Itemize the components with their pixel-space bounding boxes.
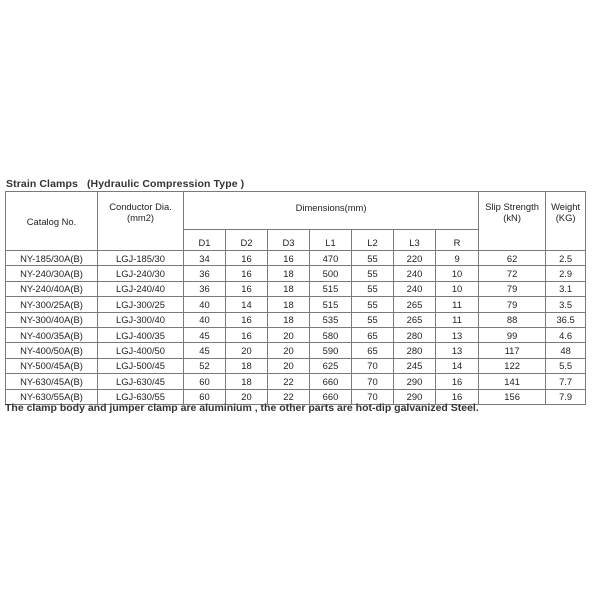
cell-d3: 18 xyxy=(268,266,310,281)
cell-l3: 265 xyxy=(394,312,436,327)
cell-conductor: LGJ-240/40 xyxy=(98,281,184,296)
table-row xyxy=(6,358,586,373)
cell-slip-strength: 79 xyxy=(479,297,546,312)
catalog-header: Catalog No. xyxy=(6,192,98,251)
table-row xyxy=(6,312,586,327)
dim-header-l1: L1 xyxy=(310,230,352,251)
cell-d1: 40 xyxy=(184,312,226,327)
cell-d2: 20 xyxy=(226,389,268,404)
cell-catalog-no: NY-630/55A(B) xyxy=(6,389,98,404)
cell-conductor: LGJ-185/30 xyxy=(98,251,184,266)
conductor-header-line2: (mm2) xyxy=(126,212,155,223)
cell-d1: 36 xyxy=(184,281,226,296)
dim-header-l2: L2 xyxy=(352,230,394,251)
cell-r: 16 xyxy=(436,389,479,404)
cell-slip-strength: 122 xyxy=(479,358,546,373)
cell-r: 10 xyxy=(436,281,479,296)
dim-header-r: R xyxy=(436,230,479,251)
cell-l1: 515 xyxy=(310,297,352,312)
cell-slip-strength: 72 xyxy=(479,266,546,281)
cell-d2: 16 xyxy=(226,281,268,296)
cell-conductor: LGJ-400/50 xyxy=(98,343,184,358)
cell-d1: 36 xyxy=(184,266,226,281)
cell-catalog-no: NY-240/30A(B) xyxy=(6,266,98,281)
cell-weight: 3.5 xyxy=(546,297,586,312)
cell-slip-strength: 62 xyxy=(479,251,546,266)
cell-d2: 16 xyxy=(226,327,268,342)
cell-l2: 55 xyxy=(352,266,394,281)
cell-d1: 45 xyxy=(184,327,226,342)
table-header xyxy=(6,192,586,251)
slip-strength-header xyxy=(479,192,546,251)
cell-r: 16 xyxy=(436,374,479,389)
cell-catalog-no: NY-630/45A(B) xyxy=(6,374,98,389)
cell-conductor: LGJ-300/40 xyxy=(98,312,184,327)
cell-catalog-no: NY-240/40A(B) xyxy=(6,281,98,296)
cell-d1: 60 xyxy=(184,389,226,404)
cell-l3: 240 xyxy=(394,266,436,281)
cell-l3: 240 xyxy=(394,281,436,296)
cell-slip-strength: 117 xyxy=(479,343,546,358)
cell-catalog-no: NY-400/35A(B) xyxy=(6,327,98,342)
cell-d1: 45 xyxy=(184,343,226,358)
cell-r: 10 xyxy=(436,266,479,281)
cell-l1: 515 xyxy=(310,281,352,296)
cell-catalog-no: NY-185/30A(B) xyxy=(6,251,98,266)
cell-l3: 265 xyxy=(394,297,436,312)
cell-d3: 18 xyxy=(268,281,310,296)
cell-l2: 70 xyxy=(352,389,394,404)
cell-d2: 18 xyxy=(226,358,268,373)
conductor-header-line1: Conductor Dia. xyxy=(109,201,172,212)
cell-d2: 16 xyxy=(226,266,268,281)
cell-l2: 70 xyxy=(352,374,394,389)
cell-r: 14 xyxy=(436,358,479,373)
cell-d2: 16 xyxy=(226,312,268,327)
strain-clamps-table xyxy=(5,191,586,405)
cell-l2: 55 xyxy=(352,251,394,266)
weight-header xyxy=(546,192,586,251)
weight-header-line2: (KG) xyxy=(555,212,576,223)
table-title: Strain Clamps (Hydraulic Compression Type ) xyxy=(6,178,245,190)
cell-l1: 535 xyxy=(310,312,352,327)
cell-weight: 3.1 xyxy=(546,281,586,296)
cell-l1: 470 xyxy=(310,251,352,266)
cell-conductor: LGJ-300/25 xyxy=(98,297,184,312)
table-body xyxy=(6,251,586,405)
cell-catalog-no: NY-500/45A(B) xyxy=(6,358,98,373)
cell-d2: 20 xyxy=(226,343,268,358)
cell-r: 13 xyxy=(436,327,479,342)
slip-strength-header-line1: Slip Strength xyxy=(485,201,539,212)
weight-header-line1: Weight xyxy=(551,201,581,212)
material-note: The clamp body and jumper clamp are aluminium , the other parts are hot-dip galvanized Steel. xyxy=(5,402,479,414)
cell-l1: 660 xyxy=(310,389,352,404)
cell-weight: 2.5 xyxy=(546,251,586,266)
cell-weight: 48 xyxy=(546,343,586,358)
cell-r: 11 xyxy=(436,297,479,312)
cell-conductor: LGJ-500/45 xyxy=(98,358,184,373)
table-row xyxy=(6,327,586,342)
cell-d3: 18 xyxy=(268,297,310,312)
table-row xyxy=(6,343,586,358)
cell-l2: 65 xyxy=(352,327,394,342)
cell-l3: 220 xyxy=(394,251,436,266)
cell-l2: 55 xyxy=(352,312,394,327)
dim-header-l3: L3 xyxy=(394,230,436,251)
table-row xyxy=(6,374,586,389)
cell-slip-strength: 156 xyxy=(479,389,546,404)
cell-l2: 55 xyxy=(352,281,394,296)
dim-header-d2: D2 xyxy=(226,230,268,251)
cell-d2: 14 xyxy=(226,297,268,312)
cell-weight: 2.9 xyxy=(546,266,586,281)
cell-d3: 20 xyxy=(268,358,310,373)
cell-slip-strength: 141 xyxy=(479,374,546,389)
cell-slip-strength: 99 xyxy=(479,327,546,342)
cell-conductor: LGJ-630/45 xyxy=(98,374,184,389)
cell-d1: 52 xyxy=(184,358,226,373)
cell-catalog-no: NY-300/40A(B) xyxy=(6,312,98,327)
cell-d3: 22 xyxy=(268,374,310,389)
cell-l2: 70 xyxy=(352,358,394,373)
cell-weight: 5.5 xyxy=(546,358,586,373)
cell-l1: 590 xyxy=(310,343,352,358)
cell-l1: 625 xyxy=(310,358,352,373)
cell-l3: 280 xyxy=(394,343,436,358)
cell-weight: 7.7 xyxy=(546,374,586,389)
cell-l1: 500 xyxy=(310,266,352,281)
cell-catalog-no: NY-400/50A(B) xyxy=(6,343,98,358)
cell-l2: 55 xyxy=(352,297,394,312)
cell-catalog-no: NY-300/25A(B) xyxy=(6,297,98,312)
cell-d2: 18 xyxy=(226,374,268,389)
cell-r: 11 xyxy=(436,312,479,327)
cell-d3: 22 xyxy=(268,389,310,404)
cell-conductor: LGJ-400/35 xyxy=(98,327,184,342)
dim-header-d3: D3 xyxy=(268,230,310,251)
cell-r: 13 xyxy=(436,343,479,358)
cell-l3: 290 xyxy=(394,389,436,404)
cell-l3: 280 xyxy=(394,327,436,342)
conductor-header xyxy=(98,192,184,251)
cell-d3: 20 xyxy=(268,327,310,342)
cell-weight: 36.5 xyxy=(546,312,586,327)
cell-d3: 16 xyxy=(268,251,310,266)
table-row xyxy=(6,281,586,296)
cell-weight: 7.9 xyxy=(546,389,586,404)
cell-l2: 65 xyxy=(352,343,394,358)
cell-l1: 580 xyxy=(310,327,352,342)
cell-conductor: LGJ-630/55 xyxy=(98,389,184,404)
slip-strength-header-line2: (kN) xyxy=(503,212,521,223)
cell-slip-strength: 88 xyxy=(479,312,546,327)
cell-r: 9 xyxy=(436,251,479,266)
cell-l1: 660 xyxy=(310,374,352,389)
dimensions-header: Dimensions(mm) xyxy=(184,192,479,230)
table-row xyxy=(6,266,586,281)
cell-d3: 20 xyxy=(268,343,310,358)
cell-d3: 18 xyxy=(268,312,310,327)
cell-d2: 16 xyxy=(226,251,268,266)
cell-d1: 34 xyxy=(184,251,226,266)
cell-l3: 290 xyxy=(394,374,436,389)
cell-conductor: LGJ-240/30 xyxy=(98,266,184,281)
cell-d1: 60 xyxy=(184,374,226,389)
cell-l3: 245 xyxy=(394,358,436,373)
header-row-top xyxy=(6,192,586,230)
table-row xyxy=(6,251,586,266)
cell-weight: 4.6 xyxy=(546,327,586,342)
dim-header-d1: D1 xyxy=(184,230,226,251)
cell-d1: 40 xyxy=(184,297,226,312)
table-row xyxy=(6,297,586,312)
cell-slip-strength: 79 xyxy=(479,281,546,296)
